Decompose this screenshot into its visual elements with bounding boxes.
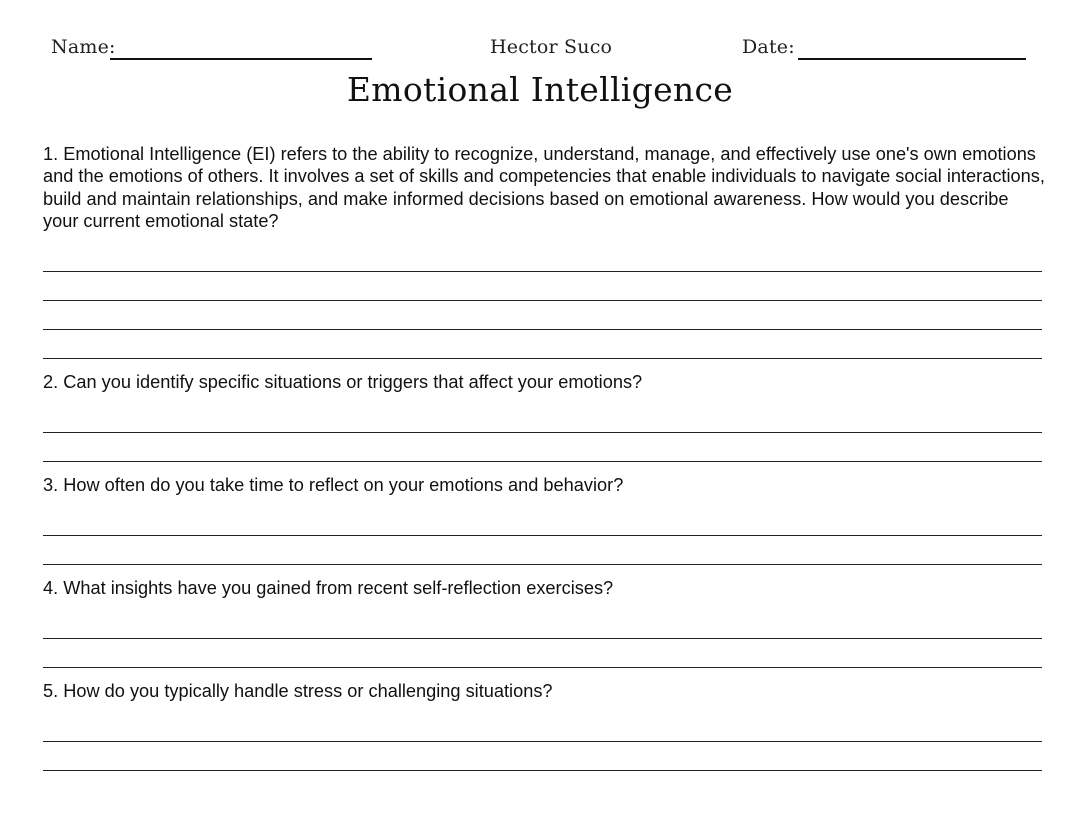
header-row (0, 36, 1080, 66)
answer-line[interactable] (43, 667, 1042, 668)
answer-line[interactable] (43, 358, 1042, 359)
answer-line[interactable] (43, 271, 1042, 272)
date-field-line[interactable] (798, 58, 1026, 60)
answer-line[interactable] (43, 461, 1042, 462)
answer-line[interactable] (43, 741, 1042, 742)
answer-line[interactable] (43, 564, 1042, 565)
question-3-text: 3. How often do you take time to reflect on your emotions and behavior? (43, 475, 624, 495)
question-2-text: 2. Can you identify specific situations or triggers that affect your emotions? (43, 372, 643, 392)
answer-line[interactable] (43, 770, 1042, 771)
question-4-text: 4. What insights have you gained from recent self-reflection exercises? (43, 578, 614, 598)
author-name: Hector Suco (490, 36, 613, 58)
question-1-text: 1. Emotional Intelligence (EI) refers to the ability to recognize, understand, manage, and effectively use one's own emotions and the emotions of others. It involves a set of skills and competencies that enable individuals to navigate social interactions, build and maintain relationships, and make informed decisions based on emotional awareness. How would you describe your current emotional state? (43, 144, 1045, 231)
question-5-text: 5. How do you typically handle stress or challenging situations? (43, 681, 553, 701)
name-label: Name: (51, 36, 116, 58)
name-field-line[interactable] (110, 58, 372, 60)
page-title: Emotional Intelligence (346, 70, 734, 109)
answer-line[interactable] (43, 638, 1042, 639)
answer-line[interactable] (43, 535, 1042, 536)
answer-line[interactable] (43, 329, 1042, 330)
answer-line[interactable] (43, 432, 1042, 433)
date-label: Date: (742, 36, 795, 58)
answer-line[interactable] (43, 300, 1042, 301)
